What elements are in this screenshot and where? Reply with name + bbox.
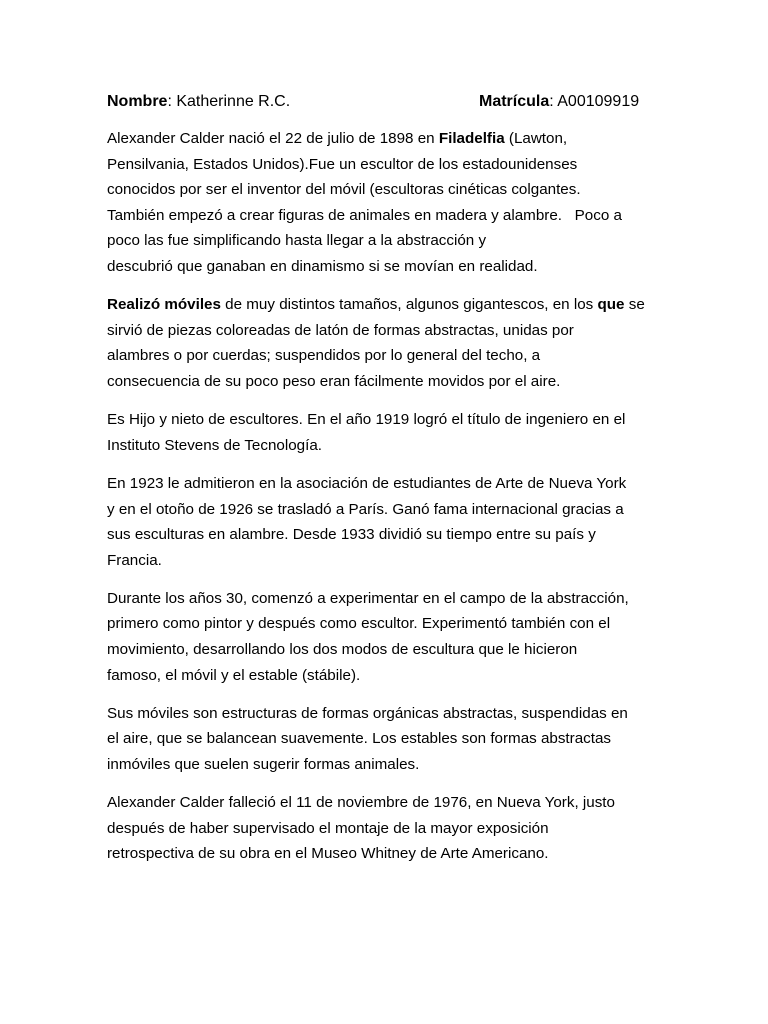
paragraph-career — [107, 471, 667, 573]
student-name — [107, 91, 290, 113]
p2-line3: alambres o por cuerdas; suspendidos por lo general del techo, a — [107, 347, 541, 365]
p1-text-a: Alexander Calder nació el 22 de julio de 1898 en — [107, 130, 439, 147]
p4-line1: En 1923 le admitieron en la asociación de estudiantes de Arte de Nueva York — [107, 474, 627, 492]
p1-line6: descubrió que ganaban en dinamismo si se movían en realidad. — [107, 257, 538, 275]
p1-line2: Pensilvania, Estados Unidos).Fue un escultor de los estadounidenses — [107, 155, 578, 173]
name-value: : Katherinne R.C. — [167, 93, 291, 110]
p2-bold2: que — [597, 296, 625, 314]
paragraph-mobiles — [107, 292, 667, 394]
p5-line4: famoso, el móvil y el estable (stábile). — [107, 666, 361, 684]
p6-line3: inmóviles que suelen sugerir formas animales. — [107, 756, 420, 774]
p5-line1: Durante los años 30, comenzó a experimentar en el campo de la abstracción, — [107, 589, 629, 607]
p1-line3: conocidos por ser el inventor del móvil (escultoras cinéticas colgantes. — [107, 181, 581, 199]
p7-line1: Alexander Calder falleció el 11 de noviembre de 1976, en Nueva York, justo — [107, 794, 615, 812]
document-header — [107, 91, 667, 113]
p1-bold-city: Filadelfia — [438, 130, 505, 147]
p5-line3: movimiento, desarrollando los dos modos de escultura que le hicieron — [107, 641, 578, 659]
p5-line2: primero como pintor y después como escultor. Experimentó también con el — [107, 615, 611, 633]
p3-line1: Es Hijo y nieto de escultores. En el año 1919 logró el título de ingeniero en el — [107, 411, 626, 429]
p1-line4: También empezó a crear figuras de animales en madera y alambre. Poco a — [107, 206, 622, 224]
paragraph-works — [107, 701, 667, 778]
p7-line2: después de haber supervisado el montaje de la mayor exposición — [107, 819, 549, 837]
p1-line5: poco las fue simplificando hasta llegar a la abstracción y — [107, 232, 487, 250]
p6-line1: Sus móviles son estructuras de formas orgánicas abstractas, suspendidas en — [107, 704, 628, 722]
p2-text1: de muy distintos tamaños, algunos gigantescos, en los — [220, 296, 598, 314]
id-label: Matrícula — [479, 93, 550, 110]
p2-bold1: Realizó móviles — [107, 296, 221, 314]
name-label: Nombre — [107, 93, 168, 110]
p2-line2: sirvió de piezas coloreadas de latón de formas abstractas, unidas por — [107, 321, 574, 339]
p2-line4: consecuencia de su poco peso eran fácilmente movidos por el aire. — [107, 372, 561, 390]
p7-line3: retrospectiva de su obra en el Museo Whitney de Arte Americano. — [107, 845, 549, 863]
document-body — [107, 126, 667, 880]
student-id — [479, 91, 639, 113]
p6-line2: el aire, que se balancean suavemente. Los estables son formas abstractas — [107, 730, 612, 748]
p2-text2: se — [624, 296, 645, 314]
p1-text-c: (Lawton, — [504, 130, 568, 147]
p4-line4: Francia. — [107, 551, 162, 569]
p3-line2: Instituto Stevens de Tecnología. — [107, 436, 323, 454]
p4-line3: sus esculturas en alambre. Desde 1933 dividió su tiempo entre su país y — [107, 526, 596, 544]
paragraph-birth — [107, 126, 667, 280]
paragraph-abstraction — [107, 586, 667, 688]
paragraph-death — [107, 790, 667, 867]
paragraph-family — [107, 407, 667, 458]
p4-line2: y en el otoño de 1926 se trasladó a París. Ganó fama internacional gracias a — [107, 500, 624, 518]
id-value: : A00109919 — [549, 93, 640, 110]
